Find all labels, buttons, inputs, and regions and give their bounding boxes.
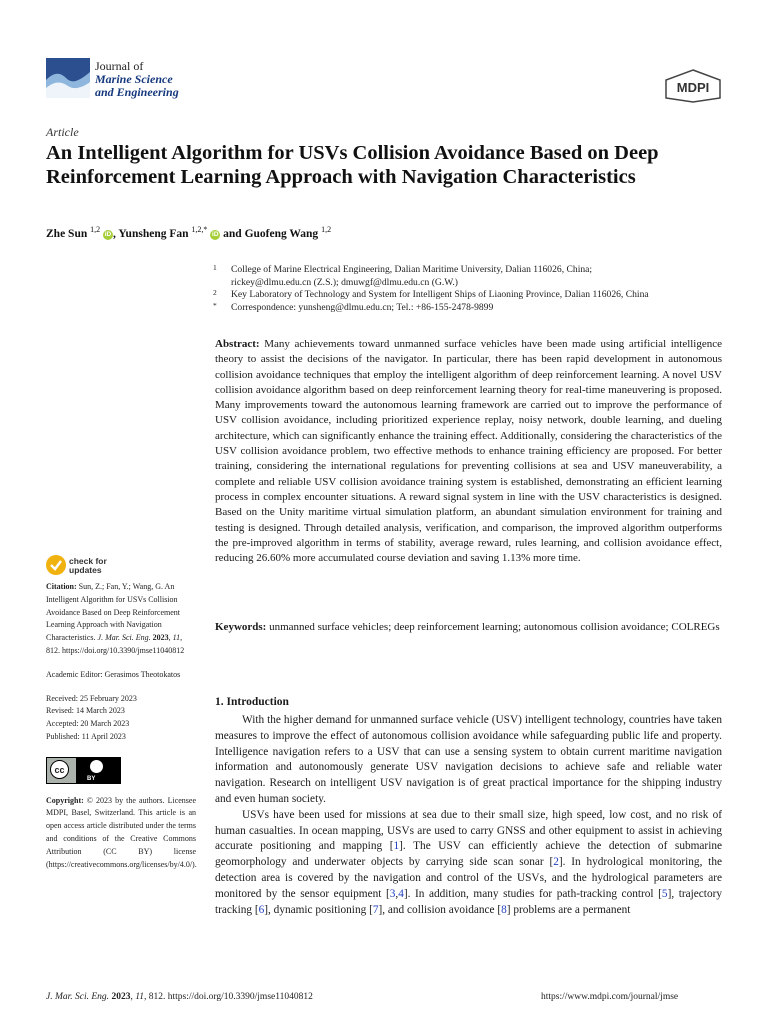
paragraph-text: ], trajectory tracking [ <box>215 887 722 916</box>
date-accepted: Accepted: 20 March 2023 <box>46 719 130 729</box>
citation-label: Citation: <box>46 582 77 591</box>
citation-doi[interactable]: , 812. https://doi.org/10.3390/jmse11040812 <box>46 633 185 655</box>
keywords <box>215 620 722 635</box>
footer-volume: 11 <box>135 992 144 1002</box>
affiliation-emails[interactable]: rickey@dlmu.edu.cn (Z.S.); dmuwgf@dlmu.edu.cn (G.W.) <box>231 276 458 288</box>
journal-name-line1: Journal of <box>95 59 144 73</box>
citation-link[interactable]: 1 <box>393 840 400 853</box>
journal-logo-icon <box>46 58 90 98</box>
copyright-notice <box>46 795 196 872</box>
footer-citation: J. Mar. Sci. Eng. 2023, 11, 812. https://doi.org/10.3390/jmse11040812 <box>46 992 313 1002</box>
author-separator: , <box>112 227 119 240</box>
footer-doi[interactable]: , 812. https://doi.org/10.3390/jmse11040812 <box>143 992 313 1002</box>
cc-icon: cc <box>50 760 69 779</box>
correspondence-mark: * <box>213 300 217 310</box>
check-updates-line2: updates <box>69 565 102 575</box>
orcid-icon[interactable]: iD <box>212 230 219 238</box>
affiliation-text: College of Marine Electrical Engineering, Dalian Maritime University, Dalian 116026, China; <box>231 264 593 275</box>
paragraph <box>215 808 722 919</box>
check-updates-label <box>69 557 107 575</box>
footer-year: 2023 <box>111 992 131 1002</box>
correspondence-text[interactable]: Correspondence: yunsheng@dlmu.edu.cn; Tel.: +86-155-2478-9899 <box>231 301 494 313</box>
paragraph-text: ]. In hydrological monitoring, the detection area is covered by the navigation and control of the USVs, and the hydrological parameters are monitored by the sensor equipment [ <box>215 856 722 900</box>
article-type: Article <box>46 125 79 139</box>
paragraph-text: ] problems are a permanent <box>506 903 631 916</box>
author-name[interactable]: Yunsheng Fan <box>118 227 189 240</box>
citation-year: 2023 <box>152 633 169 643</box>
paragraph-text: ], dynamic positioning [ <box>264 903 373 916</box>
paragraph-text: ]. The USV can efficiently achieve the detection of submarine geomorphology and underwater objects by carrying side scan sonar [ <box>215 840 722 869</box>
citation-separator: , <box>395 887 399 900</box>
academic-editor: Academic Editor: Gerasimos Theotokatos <box>46 669 181 679</box>
citation-link[interactable]: 3 <box>389 887 396 900</box>
citation-link[interactable]: 7 <box>372 903 379 916</box>
citation-link[interactable]: 2 <box>553 856 559 869</box>
author-affiliation-mark: 1,2 <box>90 225 101 234</box>
introduction-body <box>215 713 722 918</box>
section-heading: 1. Introduction <box>215 696 289 708</box>
citation-block: Citation: Sun, Z.; Fan, Y.; Wang, G. An Intelligent Algorithm for USVs Collision Avoidance Based on Deep Reinforcement Learning Approach with Navigation Characteristics. J. Mar. Sci. Eng. 2023, 11, 812. https://doi.org/10.3390/jmse11040812 <box>46 582 185 655</box>
cc-by-license-icon[interactable] <box>46 757 121 784</box>
paper-title: An Intelligent Algorithm for USVs Collision Avoidance Based on Deep Reinforcement Learning Approach with Navigation Characteristics <box>46 142 659 188</box>
affiliation-item <box>213 289 723 302</box>
citation-journal: J. Mar. Sci. Eng. <box>97 633 151 643</box>
citation-link[interactable]: 4 <box>398 887 404 900</box>
citation-link[interactable]: 8 <box>501 903 507 916</box>
paragraph-text: ], and collision avoidance [ <box>378 903 502 916</box>
corresponding-mark: * <box>203 225 208 234</box>
date-list <box>46 693 196 744</box>
citation-link[interactable]: 5 <box>661 887 668 900</box>
date-received: Received: 25 February 2023 <box>46 693 137 703</box>
journal-name-line2: Marine Science <box>95 72 173 86</box>
mdpi-logo-text: MDPI <box>676 80 710 95</box>
paragraph: With the higher demand for unmanned surface vehicle (USV) intelligent technology, countries have taken measures to improve the effect of autonomous collision avoidance while safeguarding public life and property. Intelligence navigation refers to a USV that can use a sensing system to obtain current maritime navigation information and autonomously generate USV navigation decisions to achieve safe and reliable water navigation. Research on intelligent USV navigation is of great practical importance for the shipping industry and even human society. <box>215 714 722 805</box>
article-sidebar <box>46 581 196 871</box>
check-for-updates-button[interactable] <box>46 555 126 577</box>
correspondence-item <box>213 302 723 315</box>
abstract-text: Many achievements toward unmanned surface vehicles have been made using artificial intelligence theory to assist the decisions of the navigator. In particular, there has been rapid development in autonomous collision avoidance techniques that employ the intelligent algorithm of deep reinforcement learning. A novel USV collision avoidance algorithm based on deep reinforcement learning theory for real-time maneuvering is proposed. Many improvements toward the autonomous learning framework are carried out to improve the performance of USV collision avoidance, including prioritized experience replay, noisy network, double learning, and dueling architecture, which can significantly enhance the training effect. Additionally, considering the characteristics of the USV collision avoidance problem, two effective methods to enhance training efficiency are proposed. For better training, considering the international regulations for preventing collisions at sea and USV maneuverability, a complete and reliable USV collision avoidance training system is established, demonstrating an efficient learning process in complex encounter situations. A reward signal system in line with the USV characteristics is designed. Based on the Unity maritime virtual simulation platform, an abundant simulation environment for training and testing is designed. Through detailed analysis, verification, and comparison, the improved algorithm outperforms the pre-improved algorithm in terms of stability, average reward, rules learning, and collision avoidance effect, reducing 26.60% more accumulated course deviation and saving 1.13% more time. <box>215 338 723 565</box>
author-list <box>46 225 331 240</box>
paragraph-text: USVs have been used for missions at sea due to their small size, high speed, low cost, and no risk of human casualties. In ocean mapping, USVs are used to carry GNSS and other equipment to assist in achieving accurate positioning and mapping [ <box>215 808 722 853</box>
copyright-label: Copyright: <box>46 795 84 805</box>
affiliation-item <box>213 264 723 289</box>
author-name[interactable]: Zhe Sun <box>46 227 88 240</box>
abstract <box>215 337 722 566</box>
author-name[interactable]: Guofeng Wang <box>244 227 319 240</box>
author-affiliation-mark <box>191 225 207 234</box>
paragraph-text: ]. In addition, many studies for path-tracking control [ <box>403 887 662 900</box>
attribution-icon <box>90 760 103 773</box>
author-affiliation-number: 1,2, <box>191 225 204 234</box>
check-updates-line1: check for <box>69 556 107 566</box>
check-updates-icon <box>46 555 66 575</box>
date-published: Published: 11 April 2023 <box>46 731 126 741</box>
affiliation-mark: 2 <box>213 288 217 297</box>
author-affiliation-mark: 1,2 <box>321 225 332 234</box>
date-revised: Revised: 14 March 2023 <box>46 706 125 716</box>
footer-journal-url[interactable]: https://www.mdpi.com/journal/jmse <box>541 992 679 1002</box>
journal-name-line3: and Engineering <box>95 85 179 99</box>
keywords-text: unmanned surface vehicles; deep reinforcement learning; autonomous collision avoidance; COLREGs <box>269 621 720 633</box>
citation-text: Sun, Z.; Fan, Y.; Wang, G. An Intelligent Algorithm for USVs Collision Avoidance Based on Deep Reinforcement Learning Approach with Navigation Characteristics. <box>46 582 181 643</box>
citation-link[interactable]: 6 <box>258 903 265 916</box>
citation-volume: 11 <box>172 633 181 643</box>
footer-journal: J. Mar. Sci. Eng. <box>46 992 110 1002</box>
affiliation-mark: 1 <box>213 263 217 272</box>
mdpi-logo-icon <box>664 68 722 104</box>
by-label: BY <box>87 775 96 782</box>
author-separator: and <box>220 227 245 240</box>
orcid-icon[interactable]: iD <box>104 230 112 238</box>
abstract-label: Abstract: <box>215 338 260 350</box>
affiliation-text: Key Laboratory of Technology and System for Intelligent Ships of Liaoning Province, Dalian 116026, China <box>231 289 649 300</box>
keywords-label: Keywords: <box>215 621 267 633</box>
copyright-text: © 2023 by the authors. Licensee MDPI, Basel, Switzerland. This article is an open access article distributed under the terms and conditions of the Creative Commons Attribution (CC BY) license (https://creativecommons.org/licenses/by/4.0/). <box>46 795 197 869</box>
journal-name <box>95 60 179 99</box>
affiliation-list <box>213 264 723 314</box>
